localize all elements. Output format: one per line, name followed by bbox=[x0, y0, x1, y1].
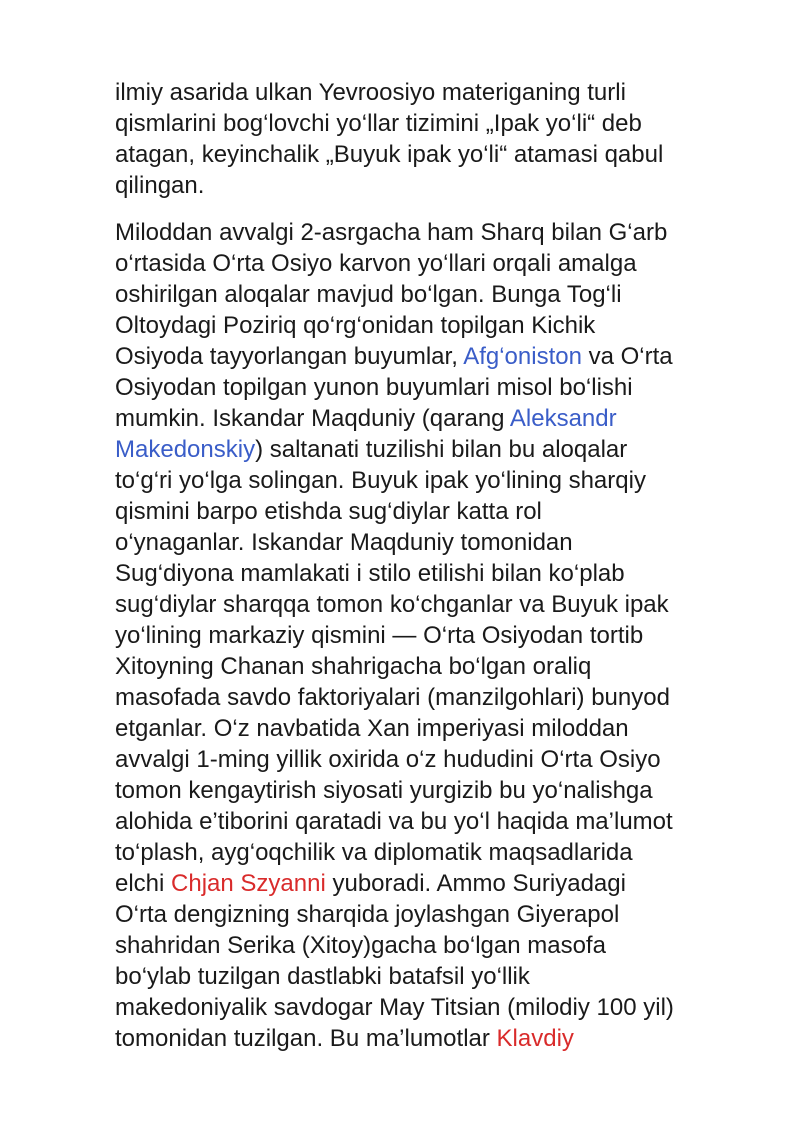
text-line bbox=[115, 1023, 760, 1054]
text-line: bo‘ylab tuzilgan dastlabki batafsil yo‘llik bbox=[115, 963, 530, 990]
link-chjan-szyanni[interactable]: Chjan Szyanni bbox=[171, 870, 326, 897]
text-line: Miloddan avvalgi 2-asrgacha ham Sharq bilan G‘arb bbox=[115, 219, 668, 246]
text-segment: elchi bbox=[115, 870, 172, 897]
text-line: tomon kengaytirish siyosati yurgizib bu yo‘nalishga bbox=[115, 777, 653, 804]
text-segment: yuboradi. Ammo Suriyadagi bbox=[325, 870, 626, 897]
link-aleksandr-makedonskiy[interactable]: Aleksandr bbox=[509, 405, 617, 432]
text-line: qismlarini bog‘lovchi yo‘llar tizimini „Ipak yo‘li“ deb bbox=[115, 110, 642, 137]
text-segment: mumkin. Iskandar Maqduniy (qarang bbox=[115, 405, 510, 432]
link-klavdiy[interactable]: Klavdiy bbox=[496, 1025, 574, 1052]
text-line bbox=[115, 341, 760, 372]
text-line: alohida e’tiborini qaratadi va bu yo‘l haqida ma’lumot bbox=[115, 808, 673, 835]
text-line: O‘rta dengizning sharqida joylashgan Giyerapol bbox=[115, 901, 620, 928]
text-line: oshirilgan aloqalar mavjud bo‘lgan. Bunga Tog‘li bbox=[115, 281, 622, 308]
text-line: yo‘lining markaziy qismini — O‘rta Osiyodan tortib bbox=[115, 622, 644, 649]
text-line: o‘rtasida O‘rta Osiyo karvon yo‘llari orqali amalga bbox=[115, 250, 637, 277]
paragraph-2 bbox=[115, 217, 760, 1054]
text-segment: tomonidan tuzilgan. Bu ma’lumotlar bbox=[115, 1025, 497, 1052]
text-line: masofada savdo faktoriyalari (manzilgohlari) bunyod bbox=[115, 684, 670, 711]
text-line: Sug‘diyona mamlakati i stilo etilishi bilan ko‘plab bbox=[115, 560, 625, 587]
text-segment: va O‘rta bbox=[581, 343, 673, 370]
text-line bbox=[115, 868, 760, 899]
text-line: to‘plash, ayg‘oqchilik va diplomatik maqsadlarida bbox=[115, 839, 633, 866]
text-line: ilmiy asarida ulkan Yevroosiyo materiganing turli bbox=[115, 79, 626, 106]
text-line: qilingan. bbox=[115, 172, 205, 199]
text-segment: ) saltanati tuzilishi bilan bu aloqalar bbox=[255, 436, 628, 463]
text-segment: Osiyoda tayyorlangan buyumlar, bbox=[115, 343, 464, 370]
text-line: makedoniyalik savdogar May Titsian (milodiy 100 yil) bbox=[115, 994, 674, 1021]
text-line: qismini barpo etishda sug‘diylar katta rol bbox=[115, 498, 542, 525]
text-line: to‘g‘ri yo‘lga solingan. Buyuk ipak yo‘lining sharqiy bbox=[115, 467, 646, 494]
text-line: o‘ynaganlar. Iskandar Maqduniy tomonidan bbox=[115, 529, 573, 556]
text-line: etganlar. O‘z navbatida Xan imperiyasi miloddan bbox=[115, 715, 629, 742]
text-line bbox=[115, 403, 760, 434]
text-line: Xitoyning Chanan shahrigacha bo‘lgan oraliq bbox=[115, 653, 592, 680]
text-line: Oltoydagi Poziriq qo‘rg‘onidan topilgan Kichik bbox=[115, 312, 596, 339]
link-aleksandr-makedonskiy[interactable]: Makedonskiy bbox=[115, 436, 256, 463]
text-line: Osiyodan topilgan yunon buyumlari misol bo‘lishi bbox=[115, 374, 633, 401]
text-line: shahridan Serika (Xitoy)gacha bo‘lgan masofa bbox=[115, 932, 606, 959]
text-line: atagan, keyinchalik „Buyuk ipak yo‘li“ atamasi qabul bbox=[115, 141, 664, 168]
text-line: avvalgi 1-ming yillik oxirida o‘z hududini O‘rta Osiyo bbox=[115, 746, 661, 773]
text-line bbox=[115, 434, 760, 465]
link-afgoniston[interactable]: Afg‘oniston bbox=[463, 343, 582, 370]
paragraph-1 bbox=[115, 77, 760, 201]
text-line: sug‘diylar sharqqa tomon ko‘chganlar va Buyuk ipak bbox=[115, 591, 669, 618]
